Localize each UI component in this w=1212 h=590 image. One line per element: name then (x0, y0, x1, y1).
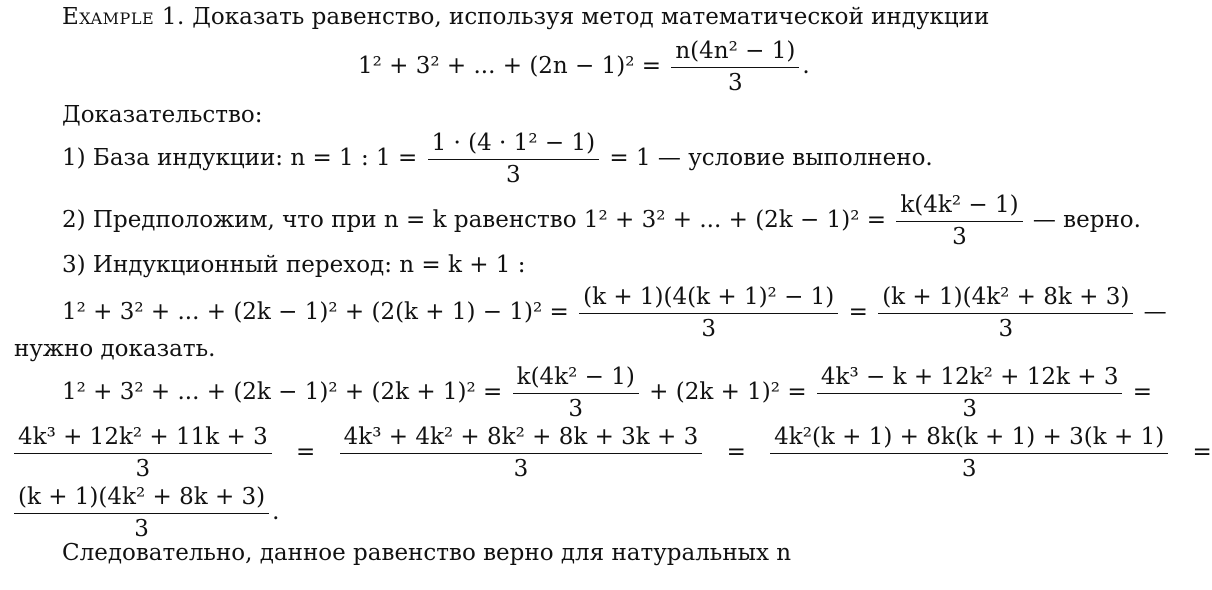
goal-note: нужно доказать. (14, 336, 216, 362)
derivation-line-1: 1² + 3² + ... + (2k − 1)² + (2k + 1)² = $\frac{\text{k(4k² − 1)}}{3}$ + (2k + 1)² = $\frac{\text{4k³ − k + 12k² + 12k + 3}}{3}$ = (62, 364, 1153, 422)
derivation-fraction-4: $\frac{\text{4k³ + 4k² + 8k² + 8k + 3k + 3}}{3}$ (340, 422, 703, 484)
derivation-fraction-1: $\frac{\text{k(4k² − 1)}}{3}$ (513, 362, 639, 424)
main-equation: 1² + 3² + ... + (2n − 1)² = $\frac{\text{n(4n² − 1)}}{3}$ . (358, 38, 810, 96)
goal-equation: 1² + 3² + ... + (2k − 1)² + (2(k + 1) − 1)² = $\frac{\text{(k + 1)(4(k + 1)² − 1)}}{3}$ = $\frac{\text{(k + 1)(4k² + 8k + 3)}}{3}$ — (62, 284, 1167, 342)
step-3-transition: 3) Индукционный переход: n = k + 1 : (62, 252, 526, 278)
example-heading (62, 4, 989, 30)
step-1-base: 1) База индукции: n = 1 : 1 = $\frac{\text{1 · (4 · 1² − 1)}}{3}$ = 1 — условие выполнено. (62, 130, 933, 188)
step-2-fraction: $\frac{\text{k(4k² − 1)}}{3}$ (896, 190, 1022, 252)
derivation-line-2: $\frac{\text{4k³ + 12k² + 11k + 3}}{3}$ = $\frac{\text{4k³ + 4k² + 8k² + 8k + 3k + 3}}{3}$ = $\frac{\text{4k²(k + 1) + 8k(k + 1) + 3(k + 1)}}{3}$ = (14, 422, 1212, 484)
goal-fraction-2: $\frac{\text{(k + 1)(4k² + 8k + 3)}}{3}$ (878, 282, 1133, 344)
goal-fraction-1: $\frac{\text{(k + 1)(4(k + 1)² − 1)}}{3}$ (579, 282, 838, 344)
derivation-fraction-2: $\frac{\text{4k³ − k + 12k² + 12k + 3}}{3}$ (817, 362, 1123, 424)
main-equation-fraction: $\frac{\text{n(4n² − 1)}}{3}$ (671, 36, 799, 98)
example-statement: Доказать равенство, используя метод математической индукции (192, 4, 990, 30)
derivation-line-3: $\frac{\text{(k + 1)(4k² + 8k + 3)}}{3}$ . (14, 482, 279, 544)
example-label: Example 1. (62, 4, 185, 30)
derivation-fraction-6: $\frac{\text{(k + 1)(4k² + 8k + 3)}}{3}$ (14, 482, 269, 544)
proof-heading: Доказательство: (62, 102, 263, 128)
derivation-fraction-5: $\frac{\text{4k²(k + 1) + 8k(k + 1) + 3(k + 1)}}{3}$ (770, 422, 1168, 484)
step-1-fraction: $\frac{\text{1 · (4 · 1² − 1)}}{3}$ (428, 128, 599, 190)
step-2-assumption: 2) Предположим, что при n = k равенство 1² + 3² + ... + (2k − 1)² = $\frac{\text{k(4k² − 1)}}{3}$ — верно. (62, 192, 1141, 250)
conclusion: Следовательно, данное равенство верно для натуральных n (62, 540, 792, 566)
derivation-fraction-3: $\frac{\text{4k³ + 12k² + 11k + 3}}{3}$ (14, 422, 272, 484)
